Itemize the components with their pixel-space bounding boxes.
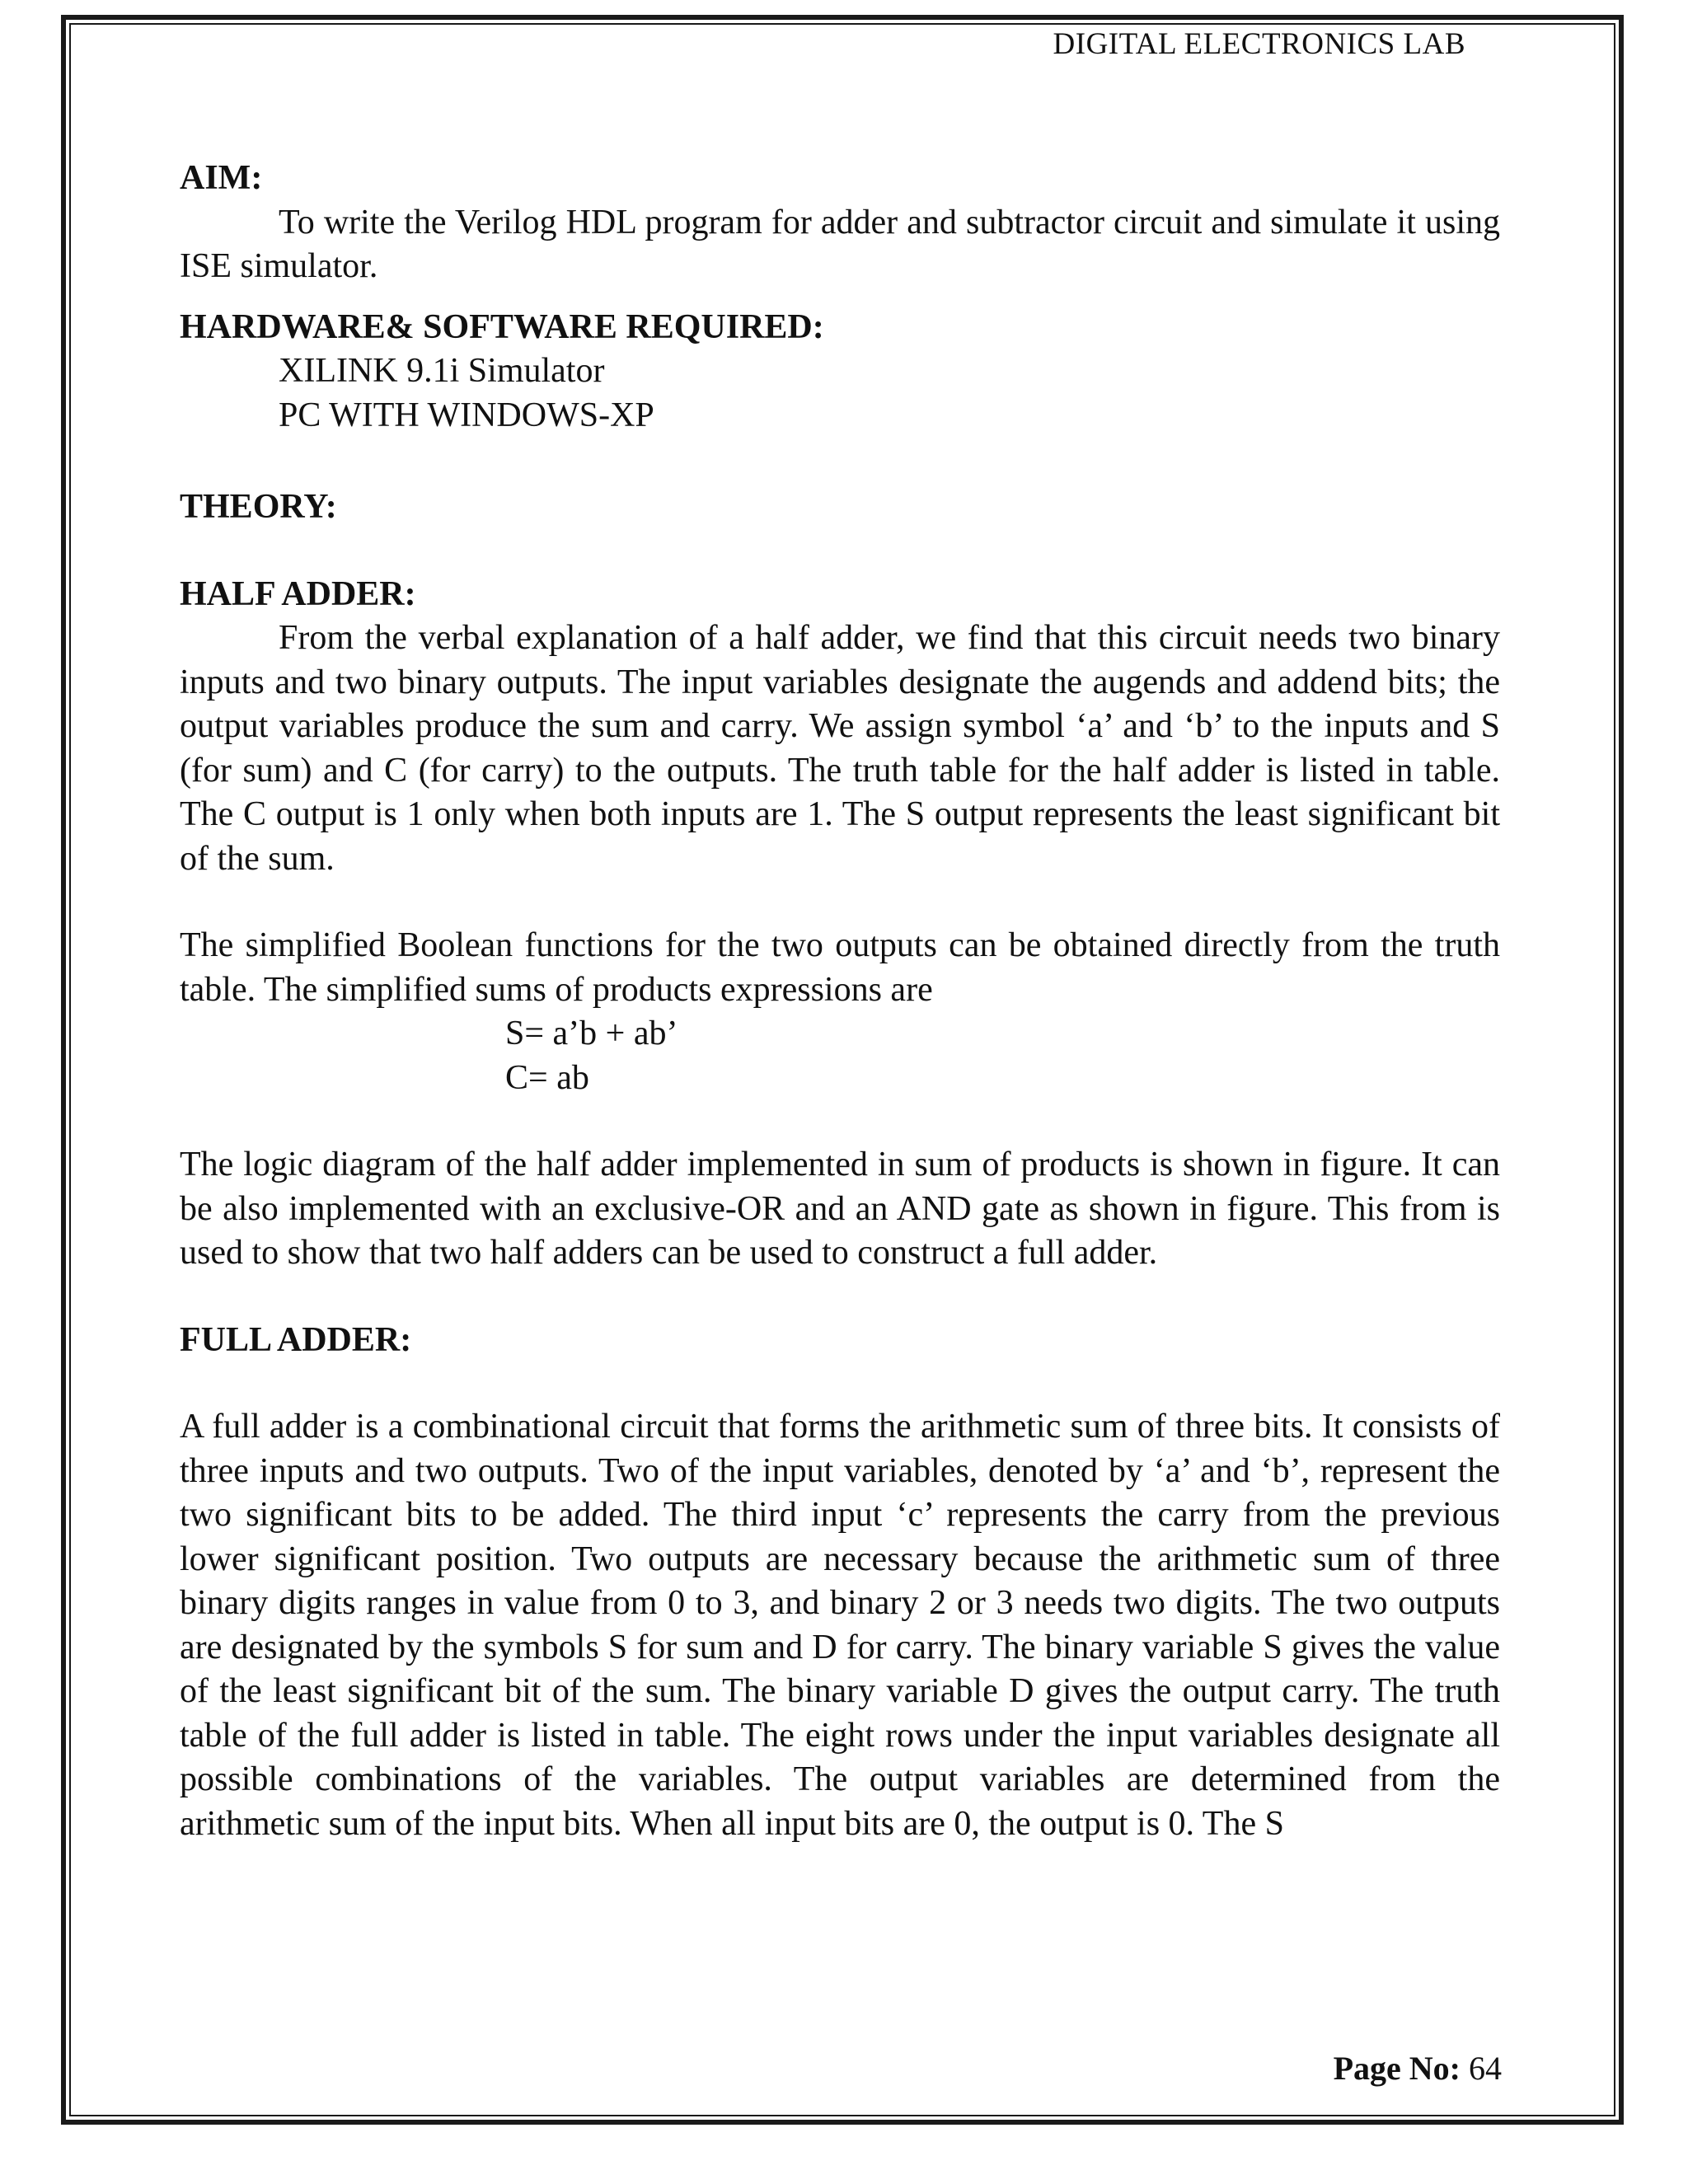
half-adder-paragraph: The simplified Boolean functions for the two outputs can be obtained directly from the truth table. The simplified sums of products expressions are [180, 926, 1500, 1009]
aim-text: To write the Verilog HDL program for adder and subtractor circuit and simulate it using ISE simulator. [180, 203, 1500, 285]
full-adder-paragraph: A full adder is a combinational circuit that forms the arithmetic sum of three bits. It consists of three inputs and two outputs. Two of the input variables, denoted by ‘a’ and ‘b’, represent the two significant bits to be added. The third input ‘c’ represents the carry from the previous lower significant position. Two outputs are necessary because the arithmetic sum of three binary digits ranges in value from 0 to 3, and binary 2 or 3 needs two digits. The two outputs are designated by the symbols S for sum and D for carry. The binary variable S gives the value of the least significant bit of the sum. The binary variable D gives the output carry. The truth table of the full adder is listed in table. The eight rows under the input variables designate all possible combinations of the variables. The output variables are determined from the arithmetic sum of the input bits. When all input bits are 0, the output is 0. The S [180, 1408, 1500, 1843]
half-adder-section [180, 573, 1500, 1276]
half-adder-heading: HALF ADDER: [180, 574, 416, 613]
theory-heading: THEORY: [180, 488, 337, 526]
full-adder-section [180, 1319, 1500, 1847]
page-number: 64 [1469, 2050, 1502, 2087]
half-adder-paragraph: The logic diagram of the half adder implemented in sum of products is shown in figure. It can be also implemented with an exclusive-OR and an AND gate as shown in figure. This from is used to show that two half adders can be used to construct a full adder. [180, 1146, 1500, 1272]
aim-section [180, 157, 1500, 289]
full-adder-heading: FULL ADDER: [180, 1320, 412, 1359]
hardware-section [180, 306, 1500, 438]
aim-heading: AIM: [180, 159, 263, 197]
half-adder-paragraph: From the verbal explanation of a half adder, we find that this circuit needs two binary inputs and two binary outputs. The input variables designate the augends and addend bits; the output variables produce the sum and carry. We assign symbol ‘a’ and ‘b’ to the inputs and S (for sum) and C (for carry) to the outputs. The truth table for the half adder is listed in table. The C output is 1 only when both inputs are 1. The S output represents the least significant bit of the sum. [180, 619, 1500, 878]
hardware-item: PC WITH WINDOWS-XP [279, 396, 654, 434]
page-number-label: Page No: [1333, 2050, 1461, 2087]
page-header: DIGITAL ELECTRONICS LAB [1053, 27, 1465, 61]
hardware-heading: HARDWARE& SOFTWARE REQUIRED: [180, 307, 824, 346]
page-content [180, 157, 1500, 1846]
hardware-item: XILINK 9.1i Simulator [279, 352, 605, 390]
page-footer [1334, 2049, 1502, 2088]
sum-equation: S= a’b + ab’ [505, 1015, 678, 1052]
theory-section [180, 485, 1500, 530]
carry-equation: C= ab [505, 1058, 589, 1097]
